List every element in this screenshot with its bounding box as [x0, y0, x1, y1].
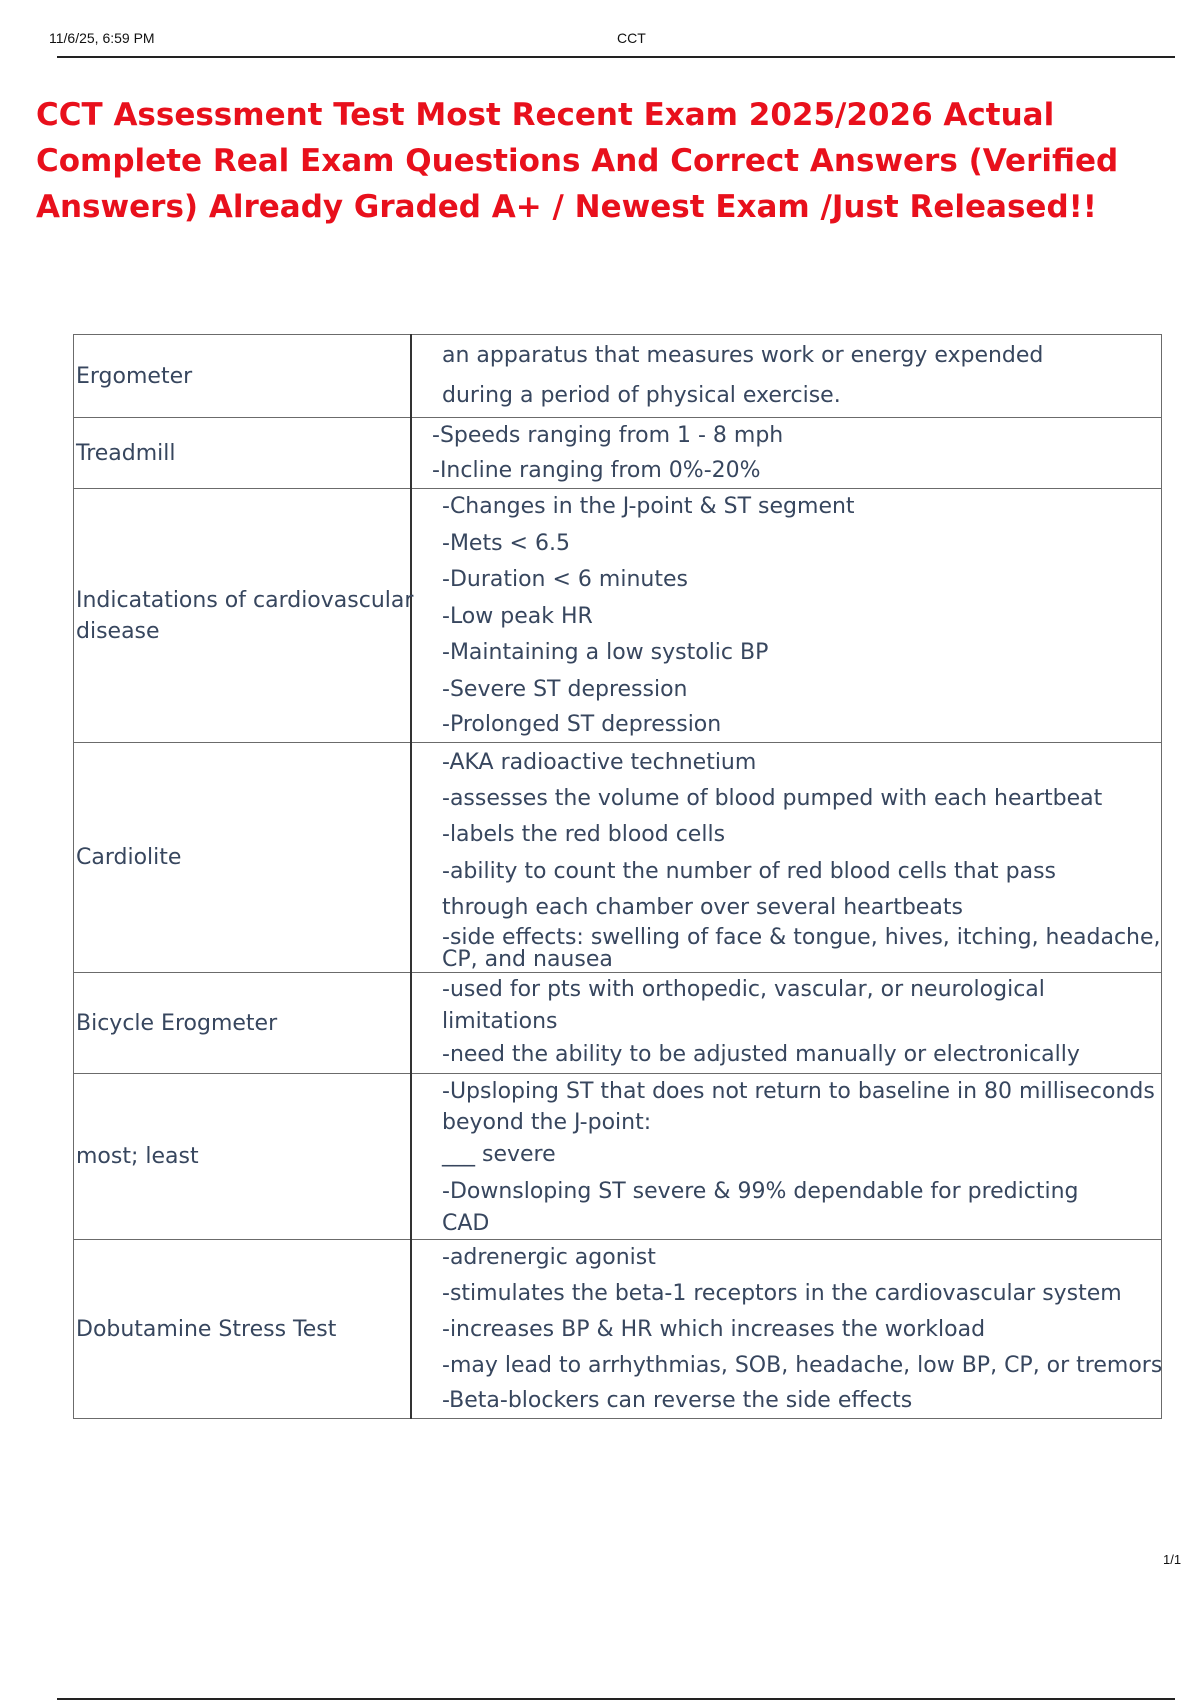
- table-row: [74, 743, 1162, 973]
- header-divider: [57, 56, 1175, 58]
- definition-line: -Speeds ranging from 1 - 8 mph: [432, 423, 784, 448]
- term-text: disease: [76, 618, 160, 644]
- term-text: Cardiolite: [76, 845, 182, 870]
- definition-line: -Mets < 6.5: [442, 530, 570, 556]
- definition-line: ___ severe: [442, 1142, 556, 1167]
- term-text: Ergometer: [76, 363, 193, 389]
- page-number: 1/1: [1163, 1552, 1182, 1567]
- definition-line: -Duration < 6 minutes: [442, 567, 688, 592]
- print-datetime: 11/6/25, 6:59 PM: [49, 30, 155, 46]
- definition-line: -Beta-blockers can reverse the side effects: [442, 1388, 913, 1413]
- term-text: Indicatations of cardiovascular: [76, 587, 414, 613]
- term-cell: [74, 743, 412, 973]
- definition-cell: [411, 335, 1162, 418]
- table-row: [74, 418, 1162, 489]
- definition-cell: [411, 418, 1162, 489]
- table-row: [74, 1240, 1162, 1419]
- definition-line: -Downsloping ST severe & 99% dependable for predicting: [442, 1179, 1079, 1204]
- definition-line: -ability to count the number of red blood cells that pass: [442, 858, 1057, 884]
- definition-line: CAD: [442, 1211, 490, 1236]
- document-title: [36, 92, 1176, 230]
- definition-line: CP, and nausea: [442, 946, 613, 972]
- definition-line: -may lead to arrhythmias, SOB, headache, low BP, CP, or tremors: [442, 1353, 1163, 1378]
- definition-line: -used for pts with orthopedic, vascular, or neurological: [442, 977, 1045, 1002]
- definition-cell: [411, 489, 1162, 743]
- term-text: Dobutamine Stress Test: [76, 1316, 337, 1342]
- flashcard-table: [73, 334, 1162, 1419]
- definition-line: -Changes in the J-point & ST segment: [442, 494, 855, 519]
- definition-line: during a period of physical exercise.: [442, 383, 841, 408]
- table-row: [74, 489, 1162, 743]
- definition-line: -assesses the volume of blood pumped with each heartbeat: [442, 785, 1103, 811]
- term-cell: [74, 418, 412, 489]
- definition-line: -AKA radioactive technetium: [442, 749, 757, 775]
- term-text: Treadmill: [76, 440, 176, 466]
- definition-line: -stimulates the beta-1 receptors in the cardiovascular system: [442, 1281, 1122, 1306]
- definition-line: through each chamber over several heartbeats: [442, 895, 963, 920]
- definition-line: -labels the red blood cells: [442, 822, 726, 847]
- table-row: [74, 335, 1162, 418]
- definition-cell: [411, 973, 1162, 1074]
- term-cell: [74, 1074, 412, 1240]
- table-row: [74, 973, 1162, 1074]
- title-line: Answers) Already Graded A+ / Newest Exam /Just Released!!: [36, 189, 1097, 225]
- definition-line: -Incline ranging from 0%-20%: [432, 458, 761, 483]
- term-cell: [74, 335, 412, 418]
- table-row: [74, 1074, 1162, 1240]
- definition-line: an apparatus that measures work or energy expended: [442, 343, 1044, 368]
- definition-line: -Upsloping ST that does not return to baseline in 80 milliseconds: [442, 1079, 1155, 1104]
- definition-line: beyond the J-point:: [442, 1110, 652, 1135]
- definition-line: -side effects: swelling of face & tongue, hives, itching, headache,: [442, 924, 1161, 950]
- definition-line: -Severe ST depression: [442, 676, 688, 702]
- term-text: most; least: [76, 1144, 199, 1169]
- definition-line: -need the ability to be adjusted manually or electronically: [442, 1042, 1080, 1067]
- definition-line: -increases BP & HR which increases the workload: [442, 1317, 986, 1342]
- definition-cell: [411, 1240, 1162, 1419]
- title-line: Complete Real Exam Questions And Correct Answers (Verified: [36, 143, 1119, 179]
- title-line: CCT Assessment Test Most Recent Exam 2025/2026 Actual: [36, 97, 1055, 133]
- term-cell: [74, 1240, 412, 1419]
- definition-line: limitations: [442, 1009, 558, 1034]
- definition-line: -Maintaining a low systolic BP: [442, 640, 769, 665]
- print-page-title: CCT: [617, 30, 646, 46]
- definition-line: -Low peak HR: [442, 603, 593, 629]
- definition-cell: [411, 743, 1162, 973]
- term-text: Bicycle Erogmeter: [76, 1010, 278, 1036]
- definition-line: -Prolonged ST depression: [442, 712, 722, 737]
- definition-line: -adrenergic agonist: [442, 1245, 656, 1270]
- term-cell: [74, 973, 412, 1074]
- term-cell: [74, 489, 412, 743]
- definition-cell: [411, 1074, 1162, 1240]
